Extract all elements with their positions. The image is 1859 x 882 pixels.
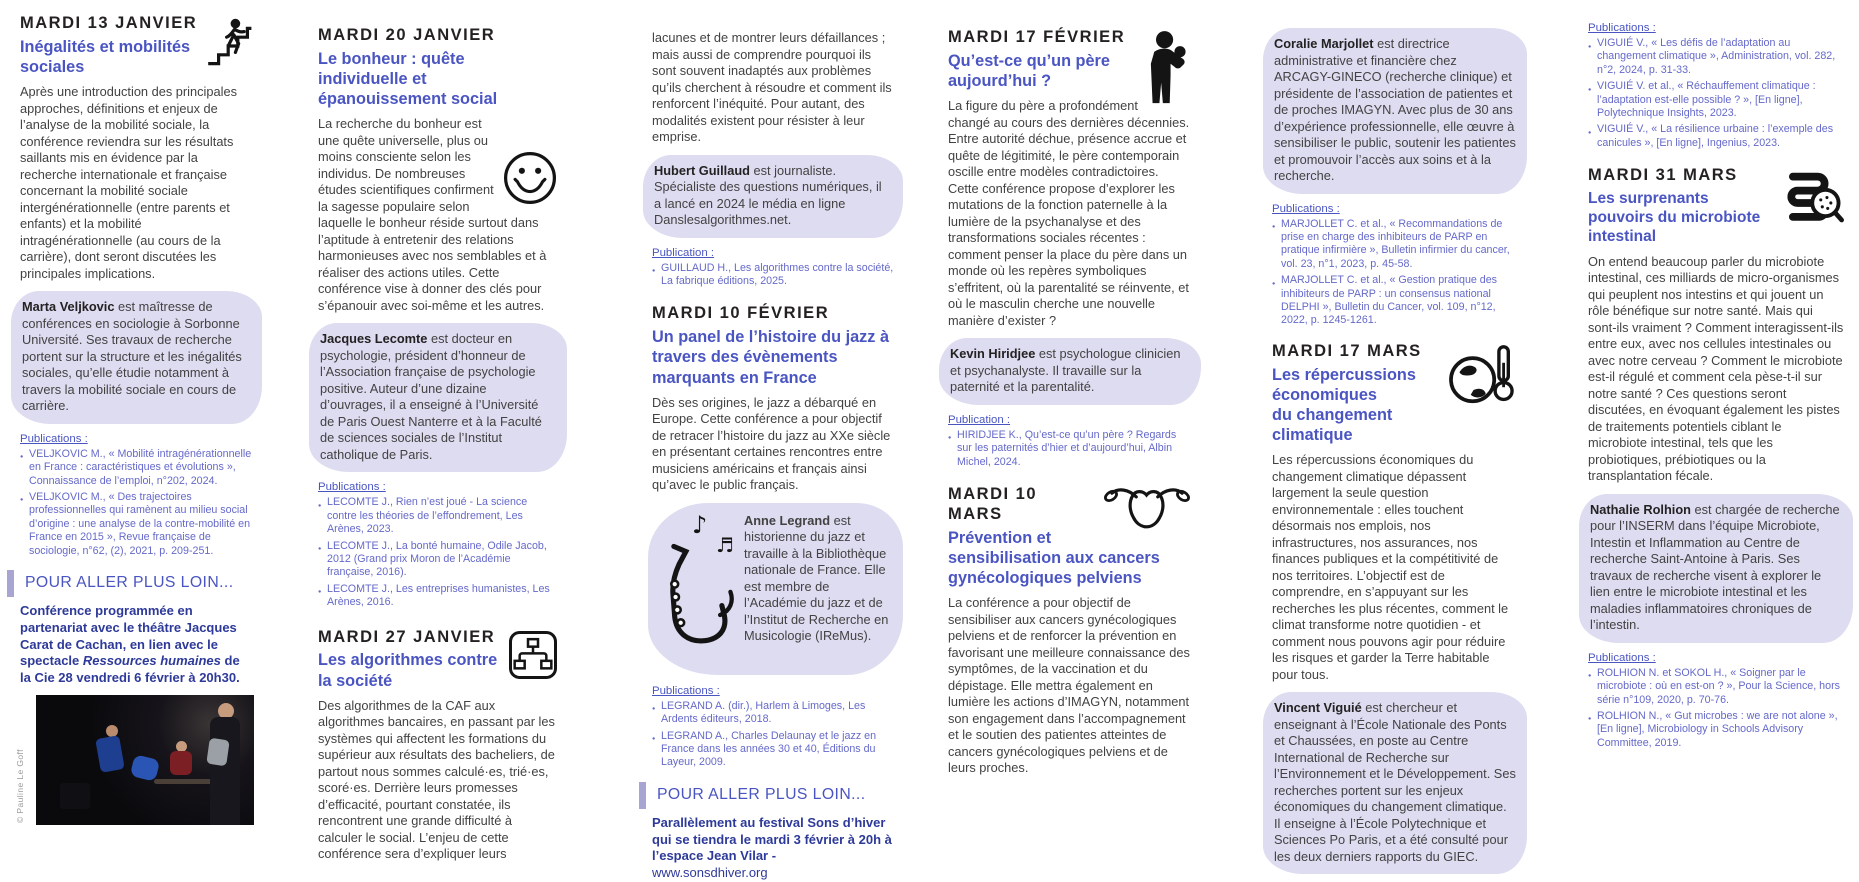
event-header: [1588, 166, 1844, 246]
photo-table: [154, 779, 216, 784]
event-date: MARDI 10 FÉVRIER: [652, 304, 830, 323]
event-description: La conférence a pour objectif de sensibiliser aux cancers gynécologiques pelviens et de renforcer la prévention en favorisant une meilleure connaissance des symptômes, de la vaccination et du dépistage. Elle mettra également en lumière les actions d’IMAGYN, notamment son engagement dans l’accompagnement et le soutien des patientes atteintes de cancers gynécologiques pelviens et de leurs proches.: [948, 595, 1190, 776]
event-header: [1272, 342, 1518, 446]
event-description: Après une introduction des principales approches, définitions et enjeux de l’analyse de la mobilité sociale, la conférence reviendra sur les résultats saillants mis en évidence par la recherche internationale et française concernant la mobilité sociale intergénérationnelle (entre parents et enfants) et la mobilité intragénérationnelle (au cours de la carrière), dont seront discutées les principales implications.: [20, 84, 237, 281]
publication-item: ● LECOMTE J., Les entreprises humanistes, Les Arènes, 2016.: [318, 583, 558, 610]
publications-label: Publications :: [1588, 22, 1656, 34]
publication-item: ● MARJOLLET C. et al., « Recommandations de prise en charge des inhibiteurs de PARP en pratique infirmière », Bulletin infirmier du cancer, vol. 23, n°1, 2023, p. 45-58.: [1272, 218, 1518, 272]
speaker-bio-text: est journaliste. Spécialiste des questions numériques, il a lancé en 2024 le média en ligne Danslesalgorithmes.net.: [654, 162, 882, 227]
speaker-bio-text: est chercheur et enseignant à l’École Nationale des Ponts et Chaussées, en poste au Centre International de Recherche sur l’Environnement et le Développement. Ses recherches portent sur les enjeux économiques du changement climatique. Il enseigne à l’École Polytechnique et Sciences Po Paris, et a été consulté pour les deux derniers rapports du GIEC.: [1274, 700, 1516, 864]
smiley-icon: [502, 150, 558, 206]
event-title: Les répercussions économiques du changement climatique: [1272, 365, 1416, 445]
event-date: MARDI 31 MARS: [1588, 166, 1738, 185]
speaker-bio-text: est maîtresse de conférences en sociologie à Sorbonne Université. Ses travaux de recherche portent sur la structure et les inégalités sociales, qu’elle étudie notamment à travers la mobilité sociale en cours de carrière.: [22, 299, 242, 414]
publications: [20, 433, 253, 558]
photo-actor: [130, 754, 161, 782]
event-title: Les surprenants pouvoirs du microbiote intestinal: [1588, 190, 1761, 246]
speaker-bio: [1579, 494, 1853, 643]
event-title: Un panel de l’histoire du jazz à travers des évènements marquants en France: [652, 328, 890, 387]
event-body-with-icon: [318, 116, 558, 314]
saxophone-icon: [648, 510, 742, 663]
publication-item: ● MARJOLLET C. et al., « Gestion pratique des inhibiteurs de PARP : un consensus national DELPHI », Bulletin du Cancer, vol. 109, n°12, 2022, p. 1245-1261.: [1272, 274, 1518, 328]
publication-item: ● VIGUIÉ V., « La résilience urbaine : l’exemple des canicules », [En ligne], Ingenius, 2023.: [1588, 123, 1844, 150]
publications: [1588, 22, 1844, 150]
theater-photo-image: [36, 695, 254, 825]
event-pere: [948, 28, 1192, 469]
photo-chair: [60, 783, 90, 809]
further-text: Parallèlement au festival Sons d’hiver qui se tiendra le mardi 3 février à 20h à l’espace Jean Vilar - www.sonsdhiver.org: [652, 814, 892, 881]
publications-label: Publications :: [318, 481, 386, 494]
theater-photo: [15, 695, 254, 825]
accent-bar: [639, 782, 646, 809]
speaker-bio: [1263, 28, 1527, 194]
event-header: [20, 14, 253, 77]
event-title: Prévention et sensibilisation aux cancers gynécologiques pelviens: [948, 528, 1160, 587]
event-description-continued: lacunes et de montrer leurs défaillances ; mais aussi de comprendre pourquoi ils sont souvent inadaptés aux problèmes qu’ils cherchent à résoudre et comment ils renforcent l’inéquité. Pour autant, des modalités existent pour résister à leur emprise.: [652, 30, 892, 144]
event-cancers-gynecologiques: [948, 485, 1192, 777]
accent-bar: [7, 570, 14, 597]
music-note-icon: ♪: [692, 510, 708, 539]
column-1: [15, 0, 253, 823]
publication-item: ● HIRIDJEE K., Qu’est-ce qu’un père ? Regards sur les paternités d’hier et d’aujourd’hui, Albin Michel, 2024.: [948, 429, 1192, 469]
speaker-bio-text: est directrice administrative et financière chez ARCAGY-GINECO (recherche clinique) et présidente de l’association de patientes et de proches IMAGYN. Avec plus de 30 ans d’expérience professionnelle, elle œuvre à sensibiliser le public, soutenir les patientes et promouvoir l’accès aux soins et à la recherche.: [1274, 36, 1516, 183]
speaker-name: Hubert Guillaud: [654, 162, 750, 178]
event-description: Les répercussions économiques du changement climatique dépassent largement la seule question environnementale : elles touchent désormais nos emplois, nos infrastructures, nos assurances, nos finances publiques et la compétitivité de nos territoires. L’objectif est de comprendre, en s’appuyant sur les recherches les plus récentes, comment le climat transforme notre quotidien - et comment nous pouvons agir pour réduire les risques et garder la Terre habitable pour tous.: [1272, 452, 1509, 682]
speaker-name: Marta Veljkovic: [22, 299, 115, 315]
publication-item: ● LEGRAND A. (dir.), Harlem à Limoges, Les Ardents éditeurs, 2018.: [652, 700, 894, 727]
column-2: [318, 0, 558, 862]
event-date: MARDI 20 JANVIER: [318, 26, 496, 44]
event-description: La recherche du bonheur est une quête universelle, plus ou moins consciente selon les individus. De nombreuses études scientifiques confirment la sagesse populaire selon laquelle le bonheur réside surtout dans l’aptitude à entretenir des relations harmonieuses avec nos semblables et à réaliser des actions utiles. Cette conférence vise à donner des clés pour s’épanouir avec soi-même et les autres.: [318, 116, 547, 313]
event-description: Dès ses origines, le jazz a débarqué en Europe. Cette conférence a pour objectif de retracer l’histoire du jazz au XXe siècle en présentant certaines rencontres entre musiciens américains et français ainsi qu’avec le public français.: [652, 394, 891, 493]
speaker-name: Kevin Hiridjee: [950, 346, 1036, 362]
publications-label: Publications :: [1272, 202, 1340, 215]
event-header: [948, 28, 1192, 91]
photo-actor: [170, 751, 192, 775]
publications: [1272, 203, 1518, 328]
event-title: Les algorithmes contre la société: [318, 651, 498, 690]
speaker-bio: [939, 338, 1201, 405]
speaker-bio: [309, 323, 567, 472]
speaker-name: Nathalie Rolhion: [1590, 501, 1691, 517]
further-heading: POUR ALLER PLUS LOIN...: [20, 570, 253, 597]
publication-item: ● ROLHION N., « Gut microbes : we are not alone », [En ligne], Microbiology in Schools Advisory Committee, 2019.: [1588, 710, 1844, 750]
event-date: MARDI 17 FÉVRIER: [948, 28, 1126, 46]
event-description: On entend beaucoup parler du microbiote intestinal, ces milliards de micro-organismes qui peuplent nos intestins et qui jouent un rôle bénéfique sur notre santé. Mais qui sont-ils vraiment ? Comment interagissent-ils entre eux, avec nos cellules intestinales ou avec notre cerveau ? Comment le microbiote est-il régulé et comment cela pèse-t-il sur notre santé ? Ces questions seront discutées, en évoquant également les pistes de traitements potentiels ciblant le microbiote intestinal, tels que les probiotiques, prébiotiques ou la transplantation fécale.: [1588, 253, 1844, 484]
publication-item: ● LECOMTE J., La bonté humaine, Odile Jacob, 2012 (Grand prix Moron de l’Académie française, 2016).: [318, 540, 558, 580]
event-date: MARDI 27 JANVIER: [318, 627, 496, 646]
photo-actor: [95, 735, 125, 773]
speaker-bio-text: est chargée de recherche pour l’INSERM dans l’équipe Microbiote, Intestin et Inflammation au Centre de recherche Saint-Antoine à Paris. Ses travaux de recherche visent à explorer le lien entre le microbiote intestinal et les maladies inflammatoires chroniques de l’intestin.: [1590, 501, 1840, 633]
festival-url: www.sonsdhiver.org: [652, 865, 768, 881]
stairs-person-icon: [205, 16, 253, 68]
publications: [318, 481, 558, 609]
speaker-bio: [1263, 692, 1527, 874]
further-heading: POUR ALLER PLUS LOIN...: [652, 782, 894, 809]
publications-label: Publications :: [20, 432, 88, 445]
publications-label: Publication :: [652, 246, 715, 259]
event-date: MARDI 17 MARS: [1272, 341, 1422, 360]
speaker-bio-text: est psychologue clinicien et psychanalyste. Il travaille sur la paternité et la parentalité.: [950, 346, 1181, 395]
speaker-name: Jacques Lecomte: [320, 331, 428, 347]
further-text: Conférence programmée en partenariat avec le théâtre Jacques Carat de Cachan, en lien avec le spectacle Ressources humaines de la Cie 28 vendredi 6 février à 20h30.: [20, 602, 240, 686]
photo-folder: [206, 738, 229, 767]
event-jazz: [652, 304, 894, 882]
publications: [652, 247, 894, 289]
event-title: Qu’est-ce qu’un père aujourd’hui ?: [948, 51, 1110, 90]
intestine-magnifier-icon: [1782, 168, 1844, 224]
speaker-bio: [643, 155, 903, 238]
globe-thermometer-icon: [1446, 344, 1518, 406]
event-date: MARDI 10 MARS: [948, 484, 1038, 523]
column-3: [652, 0, 894, 881]
publication-item: ● VIGUIÉ V. et al., « Réchauffement climatique : l’adaptation est-elle possible ? », [En ligne], Polytechnique Insights, 2023.: [1588, 80, 1844, 120]
speaker-bio-text: est docteur en psychologie, président d’honneur de l’Association française de psychologie positive. Auteur d’une dizaine d’ouvrages, il a enseigné à l’Université de Paris Ouest Nanterre et à la Faculté de sciences sociales de l’Institut catholique de Paris.: [320, 331, 542, 462]
speaker-name: Coralie Marjollet: [1274, 36, 1374, 51]
photo-actor: [210, 717, 240, 825]
speaker-name: Anne Legrand: [744, 512, 831, 528]
column-6: [1588, 0, 1844, 825]
uterus-icon: [1102, 481, 1192, 539]
algorithm-flowchart-icon: [508, 630, 558, 680]
event-microbiote: [1588, 166, 1844, 750]
publications: [652, 685, 894, 770]
publications-label: Publication :: [948, 413, 1011, 426]
speaker-bio: [11, 291, 262, 424]
event-description: La figure du père a profondément changé au cours des dernières décennies. Entre autorité déchue, présence accrue et quête de légitimité, le père contemporain oscille entre modèles contradictoires. Cette conférence propose d’explorer les mutations de la fonction paternelle à la lumière de la psychanalyse et des transformations sociales récentes : comment penser la place du père dans un monde où les repères symboliques s’effritent, où la parentalité se réinvente, et où le masculin cherche une nouvelle manière d’exister ?: [948, 98, 1190, 328]
publications: [1588, 652, 1844, 750]
publication-item: ● LECOMTE J., Rien n’est joué - La science contre les théories de l’effondrement, Les Arènes, 2023.: [318, 496, 558, 536]
publications: [948, 414, 1192, 469]
column-5: [1272, 0, 1518, 864]
publication-item: ● VELJKOVIC M., « Mobilité intragénérationnelle en France : caractéristiques et évolutions », Connaissance de l’emploi, n°202, 2024.: [20, 448, 253, 488]
publication-item: ● GUILLAUD H., Les algorithmes contre la société, La fabrique éditions, 2025.: [652, 262, 894, 289]
speaker-bio: [648, 503, 903, 675]
event-inegalites-mobilites: [15, 14, 253, 825]
photo-credit: © Pauline Le Goff: [15, 749, 25, 823]
publication-item: ● VELJKOVIC M., « Des trajectoires professionnelles qui ramènent au milieu social d’origine : une analyse de la contre-mobilité en France en 2015 », Revue française de sociologie, n°62, (2), 2021, p. 209-251.: [20, 491, 253, 558]
father-holding-baby-icon: [1144, 30, 1192, 106]
event-title: Le bonheur : quête individuelle et épanouissement social: [318, 49, 498, 109]
speaker-bio-text: est historienne du jazz et travaille à la Bibliothèque nationale de France. Elle est membre de l’Académie du jazz et de l’Institut de Recherche en Musicologie (IReMus).: [744, 512, 889, 644]
event-changement-climatique: [1272, 342, 1518, 875]
publication-item: ● VIGUIÉ V., « Les défis de l’adaptation au changement climatique », Administration, vol. 282, n°2, 2024, p. 31-33.: [1588, 37, 1844, 77]
event-header: [318, 628, 558, 691]
publications-label: Publications :: [1588, 651, 1656, 664]
event-date: MARDI 13 JANVIER: [20, 14, 198, 32]
column-4: [948, 0, 1192, 831]
event-title: Inégalités et mobilités sociales: [20, 37, 191, 76]
event-bonheur: [318, 26, 558, 610]
music-note-icon: ♬: [716, 532, 734, 557]
publications-label: Publications :: [652, 684, 720, 697]
publication-item: ● ROLHION N. et SOKOL H., « Soigner par le microbiote : où en est-on ? », Pour la Science, hors série n°109, 2020, p. 70-76.: [1588, 667, 1844, 707]
speaker-name: Vincent Viguié: [1274, 700, 1362, 716]
publication-item: ● LEGRAND A., Charles Delaunay et le jazz en France dans les années 30 et 40, Éditions du Layeur, 2009.: [652, 730, 894, 770]
event-description: Des algorithmes de la CAF aux algorithmes bancaires, en passant par les systèmes qui affectent les formations du supérieur aux résultats des bacheliers, de partout nous sommes calculé·es, trié·es, scoré·es. Derrière leurs promesses d’efficacité, pourtant constatée, ils rencontrent une grande difficulté à calculer le social. L’enjeu de cette conférence sera d’expliquer leurs: [318, 697, 555, 862]
event-algorithmes: [318, 628, 558, 863]
event-header: [948, 485, 1192, 588]
